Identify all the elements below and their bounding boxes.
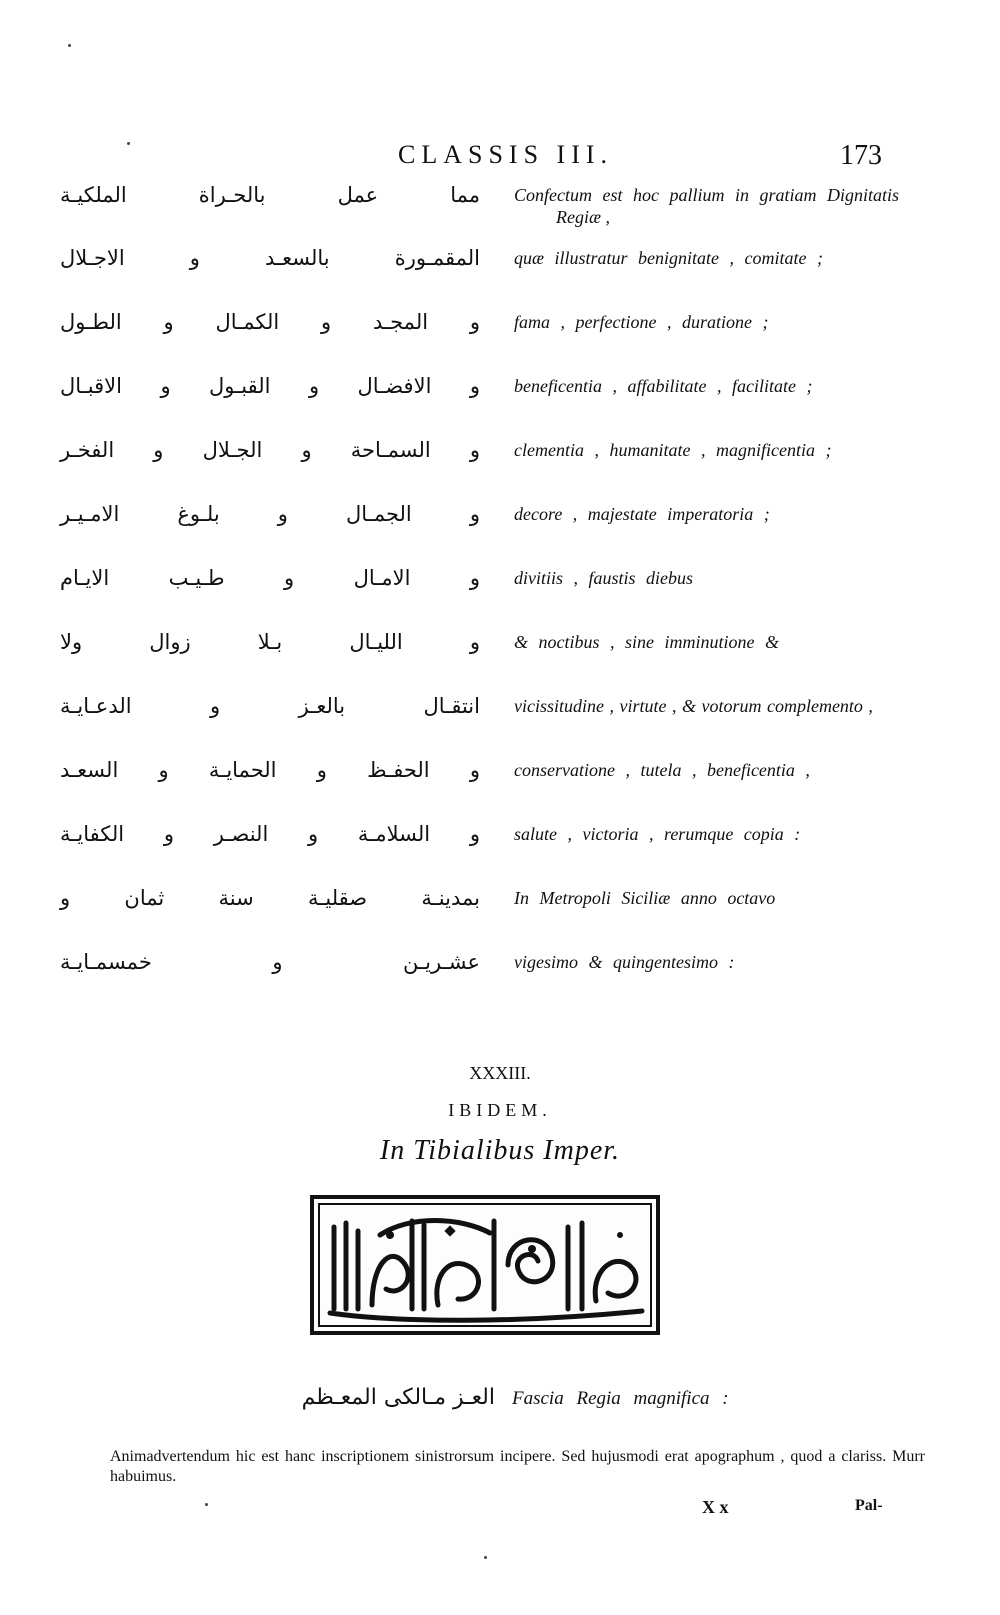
running-header-title: CLASSIS III. <box>398 140 614 169</box>
arabic-line: و المجـد و الكمـال و الطـول <box>60 310 480 334</box>
arabic-line: و السلامـة و النصـر و الكفايـة <box>60 822 480 846</box>
section-numeral: XXXIII. <box>469 1063 531 1083</box>
latin-line: vicissitudine , virtute , & votorum complemento , <box>514 696 873 716</box>
section-subtitle: In Tibialibus Imper. <box>379 1135 621 1166</box>
latin-line: quæ illustratur benignitate , comitate ; <box>514 248 823 268</box>
section-heading: IBIDEM. <box>448 1100 552 1120</box>
latin-line: clementia , humanitate , magnificentia ; <box>514 440 832 460</box>
text-row <box>0 694 1000 734</box>
text-row <box>0 438 1000 478</box>
arabic-line: المقمـورة بالسعـد و الاجـلال <box>60 246 480 270</box>
text-row <box>0 950 1000 990</box>
text-row <box>0 566 1000 606</box>
latin-line: salute , victoria , rerumque copia : <box>514 824 801 844</box>
text-row <box>0 758 1000 798</box>
arabic-line: و الجمـال و بلـوغ الامـيـر <box>60 502 480 526</box>
arabic-line: و الامـال و طـيـب الايـام <box>60 566 480 590</box>
latin-line: In Metropoli Siciliæ anno octavo <box>514 888 776 908</box>
arabic-line: و السمـاحة و الجـلال و الفخـر <box>60 438 480 462</box>
arabic-line: مما عمل بالحـراة الملكيـة <box>60 183 480 207</box>
text-row <box>0 246 1000 286</box>
latin-line: decore , majestate imperatoria ; <box>514 504 770 524</box>
latin-line: vigesimo & quingentesimo : <box>514 952 735 972</box>
text-row <box>0 183 1000 227</box>
latin-line: fama , perfectione , duratione ; <box>514 312 769 332</box>
arabic-line: عشـريـن و خمسمـايـة <box>60 950 480 974</box>
inscription-calligraphy-image <box>320 1205 652 1325</box>
page-number: 173 <box>840 140 882 171</box>
caption-arabic: العـز مـالكى المعـظم <box>301 1385 495 1410</box>
text-row <box>0 502 1000 542</box>
latin-line: conservatione , tutela , beneficentia , <box>514 760 810 780</box>
printer-signature-mark: X x <box>702 1497 729 1517</box>
arabic-line: و الحفـظ و الحمايـة و السعـد <box>60 758 480 782</box>
latin-line: beneficentia , affabilitate , facilitate ; <box>514 376 813 396</box>
text-row <box>0 310 1000 350</box>
text-row <box>0 886 1000 926</box>
text-row <box>0 374 1000 414</box>
arabic-line: و الافضـال و القبـول و الاقبـال <box>60 374 480 398</box>
caption-latin: Fascia Regia magnifica : <box>512 1388 729 1409</box>
catchword: Pal- <box>855 1497 883 1514</box>
kufic-inscription-engraving <box>310 1195 660 1335</box>
latin-line: & noctibus , sine imminutione & <box>514 632 779 652</box>
footnote: Animadvertendum hic est hanc inscriptionem sinistrorsum incipere. Sed hujusmodi erat apographum , quod a clariss. Murr habuimus. <box>110 1448 925 1485</box>
arabic-line: بمدينـة صقليـة سنة ثمان و <box>60 886 480 910</box>
arabic-line: و الليـال بـلا زوال ولا <box>60 630 480 654</box>
text-row <box>0 630 1000 670</box>
arabic-line: انتقـال بالعـز و الدعـايـة <box>60 694 480 718</box>
latin-line-continuation: Regiæ , <box>556 207 610 227</box>
text-row <box>0 822 1000 862</box>
inscription-panel <box>318 1203 652 1327</box>
latin-line: divitiis , faustis diebus <box>514 568 694 588</box>
latin-line: Confectum est hoc pallium in gratiam Dignitatis <box>514 185 899 205</box>
